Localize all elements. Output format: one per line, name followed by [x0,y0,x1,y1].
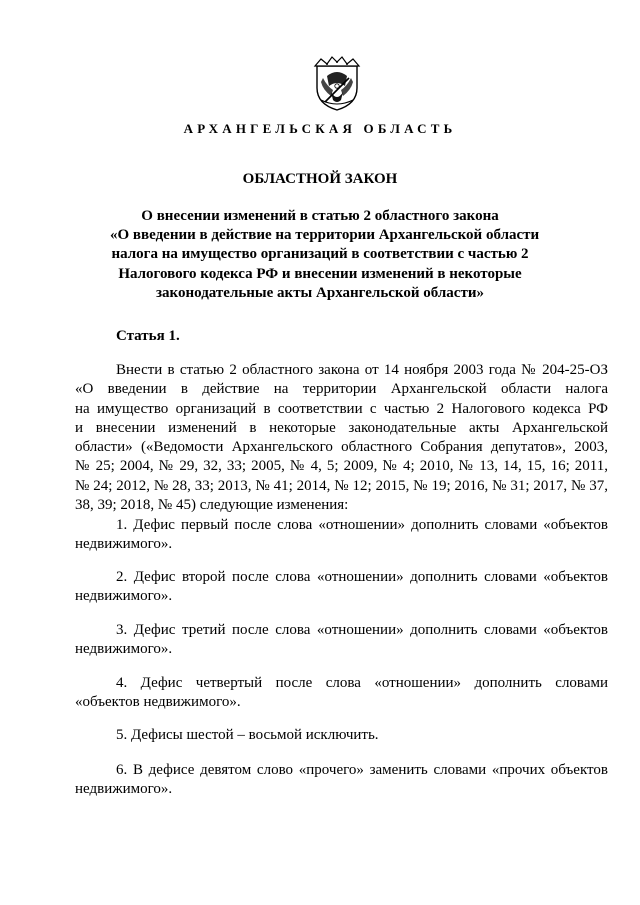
law-title-line: «О введении в действие на территории Архангельской области [110,227,540,244]
paragraph-line: 1. Дефис первый после слова «отношении» дополнить словами «объектов [116,517,608,533]
law-title [110,207,540,303]
paragraph-line: на имущество организаций в соответствии с частью 2 Налогового кодекса РФ [75,400,608,417]
paragraph-line: Внести в статью 2 областного закона от 14 ноября 2003 года № 204-25-ОЗ [116,362,608,378]
paragraph-line: 2. Дефис второй после слова «отношении» дополнить словами «объектов [116,569,608,585]
amendment-item-2 [75,568,608,607]
paragraph-line: № 25; 2004, № 29, 32, 33; 2005, № 4, 5; 2009, № 4; 2010, № 13, 14, 15, 16; 2011, [75,458,608,475]
law-type-heading: ОБЛАСТНОЙ ЗАКОН [242,171,398,187]
law-title-line: законодательные акты Архангельской области» [156,284,484,301]
paragraph-line: области» («Ведомости Архангельского областного Собрания депутатов», 2003, [75,439,608,456]
paragraph-line: 38, 39; 2018, № 45) следующие изменения: [75,497,349,514]
paragraph-line: и внесении изменений в некоторые законодательные акты Архангельской [75,419,608,436]
arkhangelsk-coat-of-arms-icon [313,56,361,112]
paragraph-line: недвижимого». [75,588,173,605]
paragraph-line: № 24; 2012, № 28, 33; 2013, № 41; 2014, № 12; 2015, № 19; 2016, № 31; 2017, № 37, [75,477,608,494]
amendment-item-4 [75,674,608,713]
amendment-item-1 [75,516,608,555]
amendment-item-5 [75,726,608,745]
paragraph-line: 4. Дефис четвертый после слова «отношении» дополнить словами [116,675,608,691]
paragraph-line: «объектов недвижимого». [75,694,241,711]
paragraph-line: 6. В дефисе девятом слово «прочего» заменить словами «прочих объектов [116,762,608,778]
region-name: АРХАНГЕЛЬСКАЯ ОБЛАСТЬ [183,121,457,136]
article-heading: Статья 1. [116,328,180,344]
amendment-item-6 [75,761,608,800]
article-intro-paragraph [75,361,608,515]
paragraph-line: недвижимого». [75,641,173,658]
law-title-line: налога на имущество организаций в соответствии с частью 2 [111,246,529,263]
paragraph-line: недвижимого». [75,536,173,553]
paragraph-line: недвижимого». [75,781,173,798]
law-title-line: О внесении изменений в статью 2 областного закона [141,208,499,224]
paragraph-line: «О введении в действие на территории Архангельской области налога [75,381,608,398]
paragraph-line: 3. Дефис третий после слова «отношении» дополнить словами «объектов [116,622,608,638]
amendment-item-3 [75,621,608,660]
paragraph-line: 5. Дефисы шестой – восьмой исключить. [116,727,379,743]
law-title-line: Налогового кодекса РФ и внесении изменений в некоторые [118,265,522,282]
